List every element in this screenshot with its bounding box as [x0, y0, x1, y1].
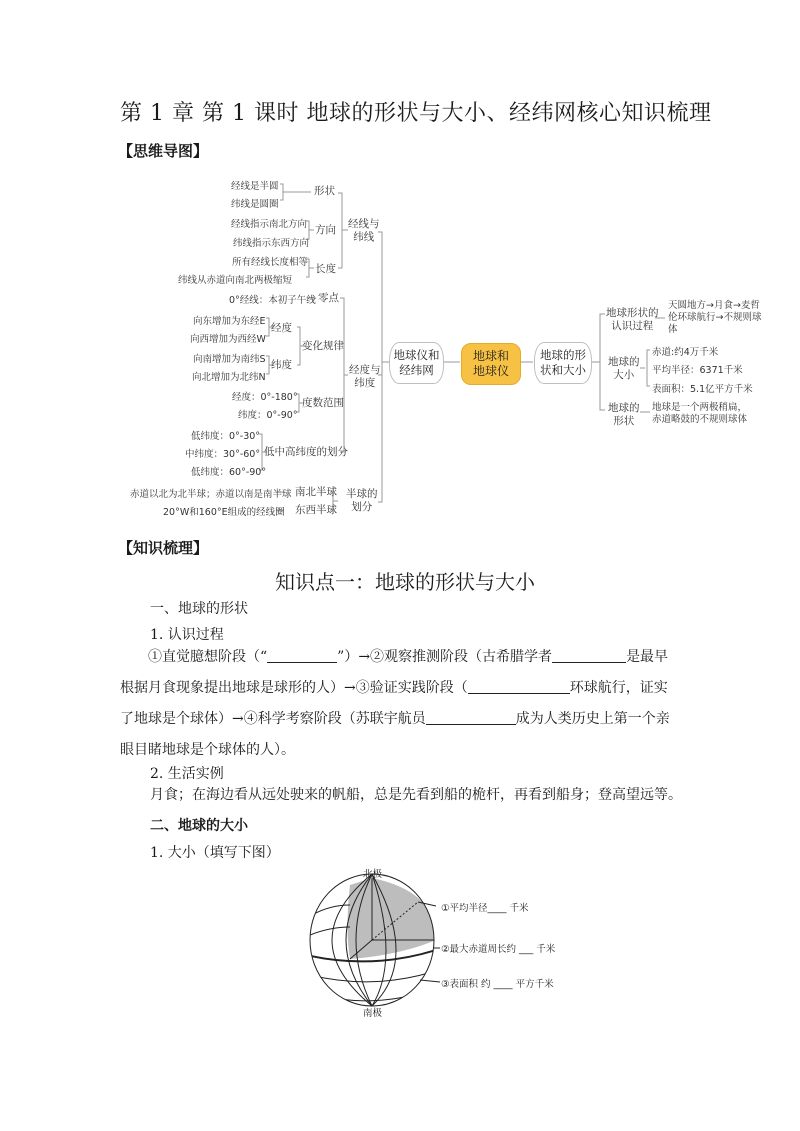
- mm-leaf: 表面积：5.1亿平方千米: [652, 384, 753, 395]
- radius-label: ①平均半径____ 千米: [441, 903, 529, 914]
- mm-root-earth-shape-size: 地球的形 状和大小: [534, 342, 592, 384]
- part1-sub2: 2. 生活实例: [150, 766, 224, 782]
- mm-node-direction: 方向: [315, 224, 336, 236]
- mm-leaf: 赤道以北为北半球；赤道以南是南半球: [130, 489, 292, 500]
- part2-sub1: 1. 大小（填写下图）: [150, 845, 280, 861]
- north-pole-label: 北极: [363, 869, 383, 880]
- paragraph-line: ①直觉臆想阶段（“ ”）→②观察推测阶段（古希腊学者 是最早: [148, 649, 669, 665]
- paragraph-line: 眼目睹地球是个球体的人）。: [120, 742, 295, 758]
- mm-leaf: 经线是半圆: [231, 181, 279, 192]
- mm-leaf: 纬线指示东西方向: [233, 238, 310, 249]
- mm-leaf: 中纬度：30°-60°: [185, 449, 261, 460]
- mm-leaf: 经度：0°-180°: [232, 392, 298, 403]
- mm-center-node: 地球和 地球仪: [461, 343, 521, 385]
- part1-sub1: 1. 认识过程: [150, 627, 224, 643]
- mm-leaf: 纬线从赤道向南北两极缩短: [178, 275, 293, 286]
- mm-node-zero-point: 零点: [318, 292, 339, 304]
- page-title: 第 1 章 第 1 课时 地球的形状与大小、经纬网核心知识梳理: [120, 101, 712, 126]
- mm-leaf: 平均半径：6371千米: [652, 365, 743, 376]
- mm-leaf: 向东增加为东经E: [193, 316, 266, 327]
- mm-leaf-recognition: 天圆地方→月食→麦哲 伦环球航行→不规则球 体: [668, 300, 762, 335]
- mm-node-hemisphere: 半球的 划分: [346, 488, 378, 513]
- mm-node-size: 地球的 大小: [608, 356, 640, 381]
- mm-leaf: 纬线是圆圈: [231, 199, 279, 210]
- mm-node-recognition: 地球形状的 认识过程: [606, 307, 659, 332]
- mm-node-latitude: 纬度: [271, 359, 292, 371]
- mm-leaf: 向西增加为西经W: [190, 334, 266, 345]
- mm-leaf: 20°W和160°E组成的经线圈: [163, 507, 285, 518]
- mm-node-length: 长度: [315, 263, 336, 275]
- circumference-label: ②最大赤道周长约 ___ 千米: [441, 944, 556, 955]
- mm-leaf: 经线指示南北方向: [231, 219, 308, 230]
- mm-root-globe-grid: 地球仪和 经纬网: [389, 342, 444, 384]
- mm-leaf: 向南增加为南纬S: [193, 354, 266, 365]
- surface-area-label: ③表面积 约 ____ 平方千米: [441, 979, 554, 990]
- mm-node-shape-right: 地球的 形状: [608, 402, 640, 427]
- mm-node-range: 度数范围: [302, 397, 344, 409]
- mm-leaf: 0°经线：本初子午线: [229, 295, 316, 306]
- mm-node-ew-hemisphere: 东西半球: [295, 504, 337, 516]
- mm-leaf: 所有经线长度相等: [232, 257, 309, 268]
- mm-node-longitude: 经度: [271, 322, 292, 334]
- part2-heading: 二、地球的大小: [150, 818, 248, 834]
- mm-leaf: 向北增加为北纬N: [192, 372, 266, 383]
- mm-node-change-rule: 变化规律: [302, 340, 344, 352]
- mm-node-ns-hemisphere: 南北半球: [295, 486, 337, 498]
- mindmap-heading: 【思维导图】: [118, 142, 209, 160]
- mm-leaf: 低纬度：0°-30°: [191, 431, 261, 442]
- mm-leaf: 低纬度：60°-90°: [191, 467, 267, 478]
- paragraph-line: 了地球是个球体）→④科学考察阶段（苏联宇航员 成为人类历史上第一个亲: [120, 711, 670, 727]
- south-pole-label: 南极: [363, 1008, 383, 1019]
- mm-leaf-shape: 地球是一个两极稍扁， 赤道略鼓的不规则球体: [652, 402, 748, 425]
- example-text: 月食；在海边看从远处驶来的帆船，总是先看到船的桅杆，再看到船身；登高望远等。: [150, 787, 682, 803]
- mm-leaf: 纬度：0°-90°: [238, 410, 298, 421]
- mm-node-meridian-parallel: 经线与 纬线: [348, 218, 380, 243]
- part1-heading: 一、地球的形状: [150, 601, 248, 617]
- mm-node-lon-lat: 经度与 纬度: [349, 364, 381, 389]
- mm-node-shape: 形状: [314, 185, 335, 197]
- mm-node-lat-zones: 低中高纬度的划分: [264, 446, 348, 458]
- mm-leaf: 赤道:约4万千米: [652, 347, 719, 358]
- paragraph-line: 根据月食现象提出地球是球形的人）→③验证实践阶段（ 环球航行，证实: [120, 680, 668, 696]
- knowledge-heading: 【知识梳理】: [118, 539, 209, 557]
- section-title: 知识点一：地球的形状与大小: [275, 570, 535, 594]
